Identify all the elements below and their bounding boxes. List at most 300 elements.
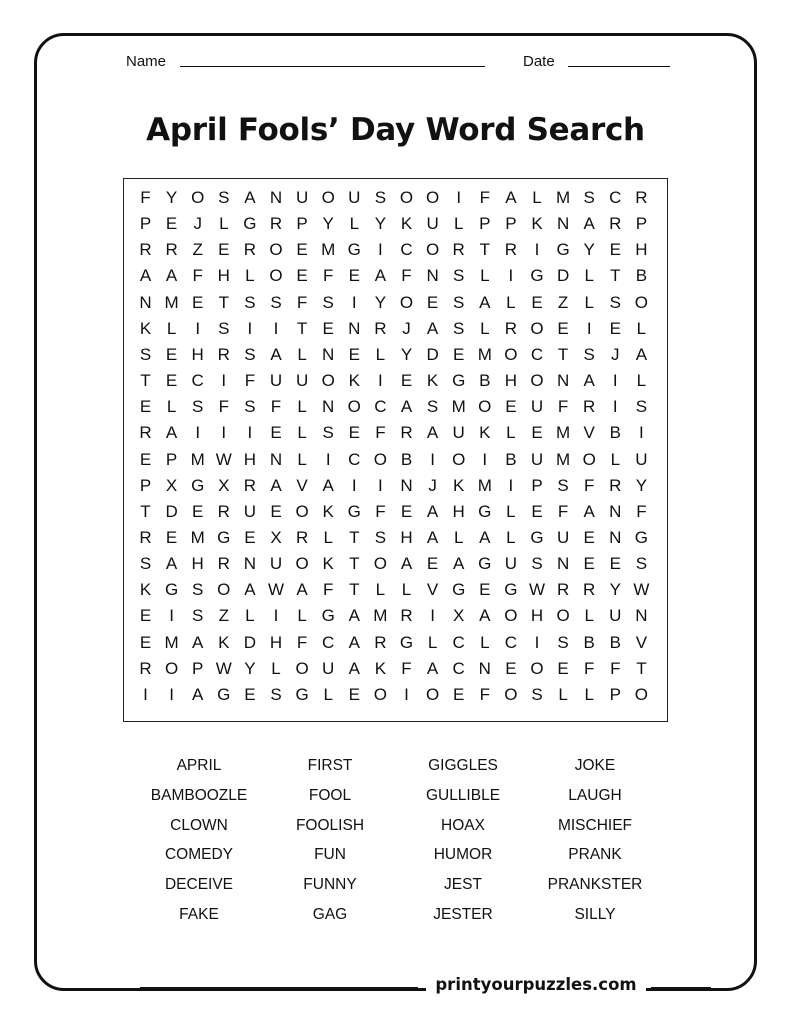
grid-letter[interactable]: P [139, 214, 152, 234]
grid-letter[interactable]: S [270, 684, 282, 704]
grid-letter[interactable]: G [217, 527, 231, 547]
grid-letter[interactable]: I [482, 449, 488, 469]
grid-letter[interactable]: O [164, 658, 179, 678]
grid-letter[interactable]: O [530, 658, 544, 678]
grid-letter[interactable]: O [530, 318, 544, 338]
grid-letter[interactable]: G [478, 554, 492, 574]
grid-letter[interactable]: Z [557, 292, 569, 312]
grid-letter[interactable]: M [164, 632, 179, 652]
grid-letter[interactable]: S [244, 397, 256, 417]
grid-letter[interactable]: N [348, 318, 361, 338]
grid-letter[interactable]: L [506, 501, 516, 521]
grid-letter[interactable]: F [375, 423, 386, 443]
grid-letter[interactable]: O [321, 188, 335, 207]
grid-letter[interactable]: N [556, 214, 570, 234]
grid-letter[interactable]: A [426, 658, 439, 678]
grid-letter[interactable]: R [504, 240, 518, 260]
grid-letter[interactable]: F [322, 266, 334, 286]
grid-letter[interactable]: E [192, 292, 204, 312]
grid-letter[interactable]: O [373, 554, 387, 574]
grid-letter[interactable]: Y [374, 214, 387, 234]
grid-letter[interactable]: M [556, 423, 571, 443]
grid-letter[interactable]: E [453, 344, 465, 364]
grid-letter[interactable]: A [426, 423, 439, 443]
grid-letter[interactable]: V [426, 580, 439, 600]
grid-letter[interactable]: S [453, 318, 465, 338]
grid-letter[interactable]: B [583, 632, 595, 652]
grid-letter[interactable]: D [165, 501, 178, 521]
grid-letter[interactable]: E [244, 527, 256, 547]
grid-letter[interactable]: P [609, 684, 621, 704]
grid-letter[interactable]: O [295, 501, 309, 521]
grid-letter[interactable]: C [400, 240, 413, 260]
grid-letter[interactable]: R [400, 606, 413, 626]
grid-letter[interactable]: E [165, 527, 178, 547]
grid-letter[interactable]: A [426, 318, 439, 338]
grid-letter[interactable]: E [270, 423, 282, 443]
grid-letter[interactable]: K [348, 371, 360, 391]
grid-letter[interactable]: R [243, 475, 257, 495]
grid-letter[interactable]: I [639, 423, 644, 443]
grid-letter[interactable]: G [530, 527, 544, 547]
grid-letter[interactable]: I [612, 371, 618, 391]
grid-letter[interactable]: A [296, 580, 308, 600]
grid-letter[interactable]: M [477, 344, 492, 364]
grid-letter[interactable]: K [531, 214, 543, 234]
grid-letter[interactable]: E [505, 658, 517, 678]
grid-letter[interactable]: A [479, 606, 491, 626]
grid-letter[interactable]: I [325, 449, 331, 469]
grid-letter[interactable]: R [269, 214, 283, 234]
grid-letter[interactable]: A [165, 423, 178, 443]
grid-letter[interactable]: W [215, 658, 232, 678]
grid-letter[interactable]: J [428, 475, 437, 495]
grid-letter[interactable]: L [297, 397, 307, 417]
grid-letter[interactable]: R [583, 580, 596, 600]
grid-letter[interactable]: G [452, 371, 466, 391]
grid-letter[interactable]: O [634, 292, 648, 312]
grid-letter[interactable]: U [504, 554, 518, 574]
grid-letter[interactable]: P [635, 214, 648, 234]
grid-letter[interactable]: T [479, 240, 490, 260]
grid-letter[interactable]: L [271, 658, 281, 678]
grid-letter[interactable]: O [295, 554, 309, 574]
grid-letter[interactable]: R [635, 188, 648, 207]
grid-letter[interactable]: F [244, 371, 256, 391]
grid-letter[interactable]: M [373, 606, 388, 626]
grid-letter[interactable]: E [296, 240, 308, 260]
grid-letter[interactable]: O [217, 580, 231, 600]
grid-letter[interactable]: G [191, 475, 205, 495]
grid-letter[interactable]: F [296, 632, 308, 652]
grid-letter[interactable]: L [427, 632, 438, 652]
grid-letter[interactable]: I [378, 240, 383, 260]
grid-letter[interactable]: F [583, 658, 595, 678]
grid-letter[interactable]: R [556, 580, 570, 600]
grid-letter[interactable]: I [378, 475, 383, 495]
grid-letter[interactable]: G [321, 606, 335, 626]
grid-letter[interactable]: Y [374, 292, 387, 312]
grid-letter[interactable]: E [609, 240, 621, 260]
grid-letter[interactable]: N [635, 606, 648, 626]
grid-letter[interactable]: E [139, 632, 152, 652]
grid-letter[interactable]: A [583, 214, 595, 234]
grid-letter[interactable]: I [534, 632, 540, 652]
name-field-line[interactable] [180, 66, 485, 67]
grid-letter[interactable]: A [270, 344, 282, 364]
grid-letter[interactable]: O [321, 371, 335, 391]
grid-letter[interactable]: I [169, 606, 174, 626]
grid-letter[interactable]: U [269, 554, 283, 574]
grid-letter[interactable]: G [634, 527, 648, 547]
grid-letter[interactable]: A [583, 371, 595, 391]
grid-letter[interactable]: A [583, 501, 595, 521]
grid-letter[interactable]: B [635, 266, 648, 286]
grid-letter[interactable]: F [583, 475, 595, 495]
grid-letter[interactable]: L [480, 318, 490, 338]
grid-letter[interactable]: L [166, 318, 177, 338]
grid-letter[interactable]: L [349, 214, 360, 234]
grid-letter[interactable]: M [451, 397, 466, 417]
grid-letter[interactable]: R [165, 240, 178, 260]
grid-letter[interactable]: L [245, 266, 255, 286]
grid-letter[interactable]: O [347, 397, 361, 417]
grid-letter[interactable]: S [244, 344, 256, 364]
grid-letter[interactable]: I [221, 371, 227, 391]
grid-letter[interactable]: S [635, 554, 648, 574]
grid-letter[interactable]: C [452, 632, 465, 652]
grid-letter[interactable]: L [297, 344, 307, 364]
grid-letter[interactable]: L [584, 684, 594, 704]
grid-letter[interactable]: H [530, 606, 544, 626]
grid-letter[interactable]: I [273, 318, 279, 338]
grid-letter[interactable]: O [269, 240, 283, 260]
grid-letter[interactable]: A [348, 632, 360, 652]
grid-letter[interactable]: I [351, 475, 357, 495]
grid-letter[interactable]: L [323, 684, 333, 704]
grid-letter[interactable]: I [404, 684, 409, 704]
grid-letter[interactable]: F [401, 266, 412, 286]
grid-letter[interactable]: L [584, 606, 594, 626]
grid-letter[interactable]: F [479, 188, 490, 207]
grid-letter[interactable]: A [165, 554, 178, 574]
date-field-line[interactable] [568, 66, 670, 67]
grid-letter[interactable]: S [609, 292, 621, 312]
grid-letter[interactable]: G [530, 266, 544, 286]
grid-letter[interactable]: M [477, 475, 492, 495]
grid-letter[interactable]: L [375, 344, 386, 364]
grid-letter[interactable]: B [609, 423, 621, 443]
grid-letter[interactable]: K [453, 475, 465, 495]
grid-letter[interactable]: S [583, 188, 595, 207]
grid-letter[interactable]: R [217, 554, 230, 574]
grid-letter[interactable]: H [269, 632, 283, 652]
grid-letter[interactable]: V [583, 423, 595, 443]
grid-letter[interactable]: C [348, 449, 361, 469]
grid-letter[interactable]: E [139, 397, 152, 417]
grid-letter[interactable]: L [532, 188, 542, 207]
grid-letter[interactable]: F [375, 501, 386, 521]
grid-letter[interactable]: C [322, 632, 335, 652]
grid-letter[interactable]: H [217, 266, 230, 286]
grid-letter[interactable]: S [270, 292, 282, 312]
grid-letter[interactable]: R [609, 214, 622, 234]
grid-letter[interactable]: E [192, 501, 204, 521]
grid-letter[interactable]: S [531, 554, 543, 574]
grid-letter[interactable]: I [195, 423, 201, 443]
grid-letter[interactable]: K [322, 554, 334, 574]
grid-letter[interactable]: J [193, 214, 202, 234]
grid-letter[interactable]: F [140, 188, 151, 207]
grid-letter[interactable]: I [456, 188, 462, 207]
grid-letter[interactable]: R [139, 423, 152, 443]
grid-letter[interactable]: O [373, 449, 387, 469]
grid-letter[interactable]: O [504, 684, 518, 704]
grid-letter[interactable]: O [452, 449, 466, 469]
grid-letter[interactable]: Y [400, 344, 413, 364]
grid-letter[interactable]: P [139, 475, 152, 495]
grid-letter[interactable]: U [243, 501, 257, 521]
grid-letter[interactable]: Y [244, 658, 256, 678]
grid-letter[interactable]: E [322, 318, 334, 338]
grid-letter[interactable]: O [634, 684, 648, 704]
grid-letter[interactable]: E [479, 580, 491, 600]
grid-letter[interactable]: E [348, 344, 360, 364]
grid-letter[interactable]: E [583, 554, 595, 574]
grid-letter[interactable]: U [322, 658, 335, 678]
grid-letter[interactable]: I [195, 318, 201, 338]
grid-letter[interactable]: S [139, 344, 152, 364]
grid-letter[interactable]: R [243, 240, 257, 260]
grid-letter[interactable]: S [531, 684, 543, 704]
grid-letter[interactable]: R [217, 344, 230, 364]
grid-letter[interactable]: W [528, 580, 546, 600]
grid-letter[interactable]: K [139, 580, 152, 600]
grid-letter[interactable]: B [479, 371, 491, 391]
grid-letter[interactable]: T [140, 501, 151, 521]
grid-letter[interactable]: E [348, 684, 360, 704]
grid-letter[interactable]: S [453, 266, 465, 286]
grid-letter[interactable]: E [296, 266, 308, 286]
grid-letter[interactable]: O [191, 188, 205, 207]
grid-letter[interactable]: V [635, 632, 648, 652]
grid-letter[interactable]: B [609, 632, 621, 652]
grid-letter[interactable]: T [636, 658, 647, 678]
grid-letter[interactable]: A [426, 527, 439, 547]
grid-letter[interactable]: C [452, 658, 465, 678]
grid-letter[interactable]: R [374, 318, 387, 338]
grid-letter[interactable]: A [479, 527, 491, 547]
grid-letter[interactable]: L [506, 292, 516, 312]
grid-letter[interactable]: O [582, 449, 596, 469]
grid-letter[interactable]: P [479, 214, 491, 234]
grid-letter[interactable]: S [192, 580, 204, 600]
grid-letter[interactable]: V [296, 475, 308, 495]
grid-letter[interactable]: C [530, 344, 544, 364]
grid-letter[interactable]: I [430, 449, 435, 469]
grid-letter[interactable]: O [530, 371, 544, 391]
grid-letter[interactable]: W [267, 580, 285, 600]
grid-letter[interactable]: L [636, 318, 647, 338]
grid-letter[interactable]: G [504, 580, 518, 600]
grid-letter[interactable]: A [244, 188, 256, 207]
grid-letter[interactable]: S [635, 397, 648, 417]
grid-letter[interactable]: A [400, 554, 413, 574]
grid-letter[interactable]: P [165, 449, 178, 469]
grid-letter[interactable]: L [558, 684, 568, 704]
grid-letter[interactable]: L [297, 449, 307, 469]
grid-letter[interactable]: A [426, 501, 439, 521]
grid-letter[interactable]: U [348, 188, 361, 207]
grid-letter[interactable]: S [139, 554, 152, 574]
grid-letter[interactable]: K [218, 632, 230, 652]
grid-letter[interactable]: W [215, 449, 232, 469]
grid-letter[interactable]: Y [583, 240, 595, 260]
grid-letter[interactable]: L [610, 449, 621, 469]
grid-letter[interactable]: S [192, 606, 204, 626]
grid-letter[interactable]: A [348, 606, 360, 626]
grid-letter[interactable]: N [322, 344, 335, 364]
grid-letter[interactable]: Z [218, 606, 229, 626]
grid-letter[interactable]: E [557, 658, 569, 678]
grid-letter[interactable]: D [556, 266, 570, 286]
grid-letter[interactable]: O [399, 292, 414, 312]
grid-letter[interactable]: A [139, 266, 152, 286]
grid-letter[interactable]: N [400, 475, 413, 495]
grid-letter[interactable]: F [192, 266, 203, 286]
grid-letter[interactable]: G [347, 240, 361, 260]
grid-letter[interactable]: A [348, 658, 360, 678]
grid-letter[interactable]: G [556, 240, 570, 260]
grid-letter[interactable]: K [479, 423, 491, 443]
grid-letter[interactable]: I [378, 371, 383, 391]
grid-letter[interactable]: H [635, 240, 648, 260]
grid-letter[interactable]: S [557, 475, 569, 495]
grid-letter[interactable]: U [426, 214, 439, 234]
grid-letter[interactable]: R [374, 632, 387, 652]
grid-letter[interactable]: S [374, 527, 387, 547]
grid-letter[interactable]: A [635, 344, 648, 364]
grid-letter[interactable]: F [557, 397, 569, 417]
grid-letter[interactable]: O [556, 606, 570, 626]
grid-letter[interactable]: A [322, 475, 334, 495]
grid-letter[interactable]: S [322, 292, 334, 312]
grid-letter[interactable]: N [243, 554, 257, 574]
grid-letter[interactable]: S [322, 423, 334, 443]
grid-letter[interactable]: K [400, 214, 413, 234]
grid-letter[interactable]: I [430, 606, 435, 626]
grid-letter[interactable]: K [374, 658, 387, 678]
grid-letter[interactable]: N [269, 188, 283, 207]
grid-letter[interactable]: E [165, 214, 178, 234]
grid-letter[interactable]: G [164, 580, 179, 600]
grid-letter[interactable]: F [322, 580, 334, 600]
grid-letter[interactable]: E [426, 292, 439, 312]
grid-letter[interactable]: E [348, 423, 360, 443]
grid-letter[interactable]: E [139, 449, 152, 469]
grid-letter[interactable]: R [139, 527, 152, 547]
grid-letter[interactable]: E [609, 554, 621, 574]
grid-letter[interactable]: R [504, 318, 518, 338]
grid-letter[interactable]: U [295, 371, 309, 391]
grid-letter[interactable]: S [374, 188, 387, 207]
grid-letter[interactable]: R [609, 475, 622, 495]
grid-letter[interactable]: G [347, 501, 361, 521]
grid-letter[interactable]: G [478, 501, 492, 521]
grid-letter[interactable]: E [165, 371, 178, 391]
grid-letter[interactable]: M [190, 527, 205, 547]
grid-letter[interactable]: L [506, 423, 516, 443]
grid-letter[interactable]: N [322, 397, 335, 417]
grid-letter[interactable]: O [425, 240, 440, 260]
grid-letter[interactable]: P [192, 658, 204, 678]
grid-letter[interactable]: A [479, 292, 491, 312]
grid-letter[interactable]: C [504, 632, 518, 652]
grid-letter[interactable]: G [243, 214, 257, 234]
grid-letter[interactable]: A [400, 397, 413, 417]
grid-letter[interactable]: A [192, 684, 204, 704]
grid-letter[interactable]: T [296, 318, 308, 338]
grid-letter[interactable]: E [400, 501, 413, 521]
grid-letter[interactable]: S [426, 397, 439, 417]
grid-letter[interactable]: W [633, 580, 650, 600]
grid-letter[interactable]: E [218, 240, 230, 260]
grid-letter[interactable]: U [295, 188, 309, 207]
grid-letter[interactable]: L [584, 266, 594, 286]
grid-letter[interactable]: Y [165, 188, 178, 207]
grid-letter[interactable]: N [556, 371, 570, 391]
grid-letter[interactable]: C [609, 188, 622, 207]
grid-letter[interactable]: E [531, 292, 543, 312]
grid-letter[interactable]: M [164, 292, 179, 312]
grid-letter[interactable]: U [269, 371, 283, 391]
grid-letter[interactable]: H [504, 371, 518, 391]
grid-letter[interactable]: I [221, 423, 227, 443]
grid-letter[interactable]: T [140, 371, 151, 391]
grid-letter[interactable]: E [165, 344, 178, 364]
grid-letter[interactable]: O [425, 188, 440, 207]
grid-letter[interactable]: S [453, 292, 465, 312]
grid-letter[interactable]: L [506, 527, 516, 547]
grid-letter[interactable]: I [273, 606, 279, 626]
grid-letter[interactable]: L [297, 606, 307, 626]
grid-letter[interactable]: E [453, 684, 465, 704]
grid-letter[interactable]: I [612, 397, 618, 417]
grid-letter[interactable]: O [373, 684, 387, 704]
grid-letter[interactable]: N [269, 449, 283, 469]
grid-letter[interactable]: N [478, 658, 491, 678]
grid-letter[interactable]: S [557, 632, 569, 652]
grid-letter[interactable]: L [401, 580, 412, 600]
grid-letter[interactable]: P [505, 214, 517, 234]
grid-letter[interactable]: F [610, 658, 621, 678]
grid-letter[interactable]: L [166, 397, 177, 417]
grid-letter[interactable]: K [139, 318, 152, 338]
grid-letter[interactable]: F [557, 501, 569, 521]
grid-letter[interactable]: G [217, 684, 231, 704]
grid-letter[interactable]: E [531, 501, 543, 521]
grid-letter[interactable]: F [296, 292, 308, 312]
grid-letter[interactable]: C [374, 397, 387, 417]
grid-letter[interactable]: L [297, 423, 307, 443]
grid-letter[interactable]: R [139, 658, 152, 678]
grid-letter[interactable]: D [243, 632, 257, 652]
grid-letter[interactable]: O [295, 658, 309, 678]
grid-letter[interactable]: L [480, 266, 490, 286]
grid-letter[interactable]: O [504, 606, 518, 626]
grid-letter[interactable]: X [453, 606, 465, 626]
grid-letter[interactable]: U [635, 449, 648, 469]
